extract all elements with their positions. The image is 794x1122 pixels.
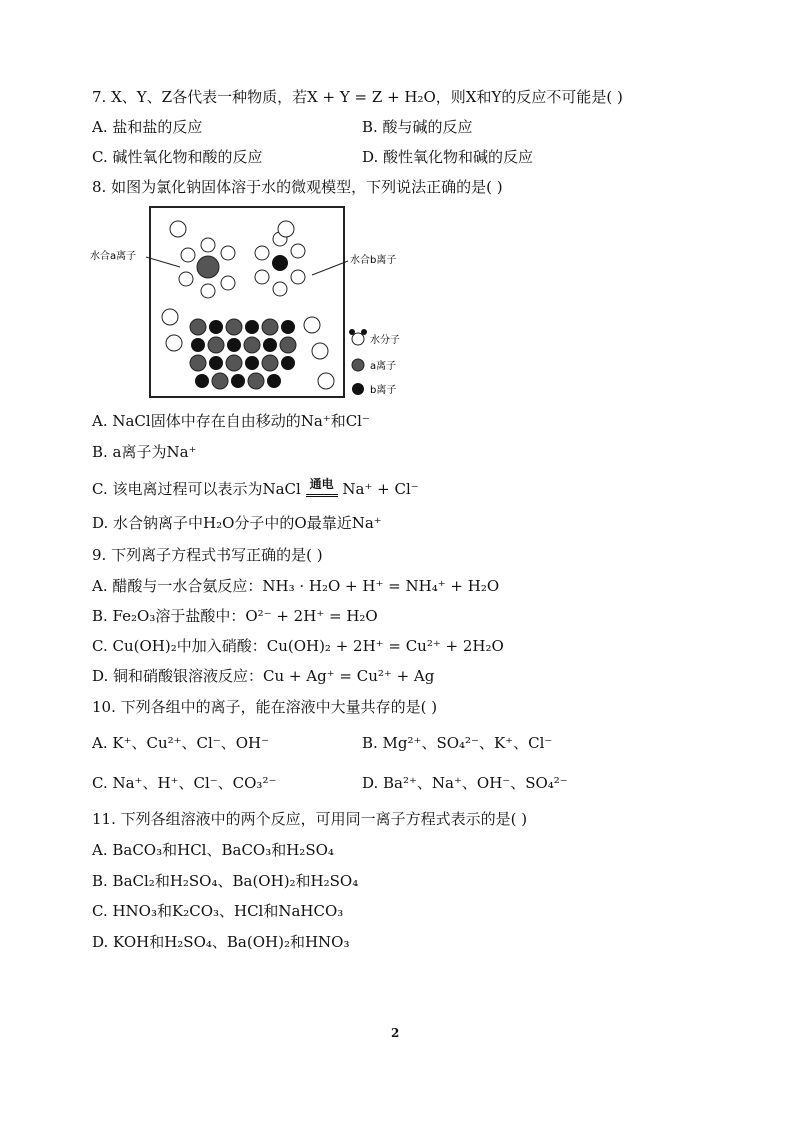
q11-option-d: D. KOH和H₂SO₄、Ba(OH)₂和HNO₃	[92, 933, 350, 951]
q11-option-c: C. HNO₃和K₂CO₃、HCl和NaHCO₃	[92, 902, 344, 920]
q8-option-c-condition: 通电	[306, 474, 338, 497]
q8-option-c-products: Na⁺ + Cl⁻	[342, 480, 419, 498]
legend-water-label: 水分子	[370, 335, 400, 346]
legend-a-label: a离子	[370, 361, 397, 372]
q7-option-c: C. 碱性氧化物和酸的反应	[92, 148, 263, 166]
q10-option-c: C. Na⁺、H⁺、Cl⁻、CO₃²⁻	[92, 774, 277, 792]
q11-stem: 11. 下列各组溶液中的两个反应，可用同一离子方程式表示的是( )	[92, 810, 528, 828]
q9-option-d: D. 铜和硝酸银溶液反应：Cu + Ag⁺ = Cu²⁺ + Ag	[92, 667, 435, 685]
q8-option-d: D. 水合钠离子中H₂O分子中的O最靠近Na⁺	[92, 514, 382, 532]
q7-option-a: A. 盐和盐的反应	[92, 118, 203, 136]
nacl-dissolution-figure	[90, 205, 410, 405]
q9-option-a: A. 醋酸与一水合氨反应：NH₃ · H₂O + H⁺ = NH₄⁺ + H₂O	[92, 577, 500, 595]
q8-stem: 8. 如图为氯化钠固体溶于水的微观模型，下列说法正确的是( )	[92, 178, 503, 196]
pointer-line-left	[146, 257, 180, 267]
q9-stem: 9. 下列离子方程式书写正确的是( )	[92, 546, 323, 564]
label-hydrated-a-ion: 水合a离子	[90, 251, 137, 262]
label-hydrated-b-ion: 水合b离子	[350, 255, 397, 266]
q9-option-b: B. Fe₂O₃溶于盐酸中：O²⁻ + 2H⁺ = H₂O	[92, 607, 378, 625]
q10-option-a: A. K⁺、Cu²⁺、Cl⁻、OH⁻	[92, 734, 270, 752]
q8-option-a: A. NaCl固体中存在自由移动的Na⁺和Cl⁻	[92, 412, 370, 430]
q8-option-c-text: C. 该电离过程可以表示为NaCl	[92, 480, 301, 498]
q11-option-b: B. BaCl₂和H₂SO₄、Ba(OH)₂和H₂SO₄	[92, 872, 359, 890]
pointer-line-right	[312, 261, 348, 275]
page-number: 2	[391, 1026, 400, 1040]
q7-option-b: B. 酸与碱的反应	[362, 118, 473, 136]
q11-option-a: A. BaCO₃和HCl、BaCO₃和H₂SO₄	[92, 841, 334, 859]
hydrated-a-ion-cluster	[170, 221, 235, 298]
nacl-crystal-lattice	[162, 309, 334, 389]
q7-option-d: D. 酸性氧化物和碱的反应	[362, 148, 534, 166]
figure-legend	[349, 329, 400, 396]
legend-water-symbol	[352, 333, 364, 345]
hydrated-b-ion-cluster	[255, 221, 305, 296]
q8-option-c	[92, 479, 419, 503]
q7-stem: 7. X、Y、Z各代表一种物质，若X + Y = Z + H₂O，则X和Y的反应不可能是( )	[92, 88, 623, 106]
q8-option-b: B. a离子为Na⁺	[92, 443, 197, 461]
q10-stem: 10. 下列各组中的离子，能在溶液中大量共存的是( )	[92, 698, 438, 716]
q10-option-b: B. Mg²⁺、SO₄²⁻、K⁺、Cl⁻	[362, 734, 553, 752]
legend-b-symbol	[352, 383, 364, 395]
legend-b-label: b离子	[370, 385, 397, 396]
q10-option-d: D. Ba²⁺、Na⁺、OH⁻、SO₄²⁻	[362, 774, 568, 792]
legend-a-symbol	[352, 359, 364, 371]
q9-option-c: C. Cu(OH)₂中加入硝酸：Cu(OH)₂ + 2H⁺ = Cu²⁺ + 2H₂O	[92, 637, 504, 655]
